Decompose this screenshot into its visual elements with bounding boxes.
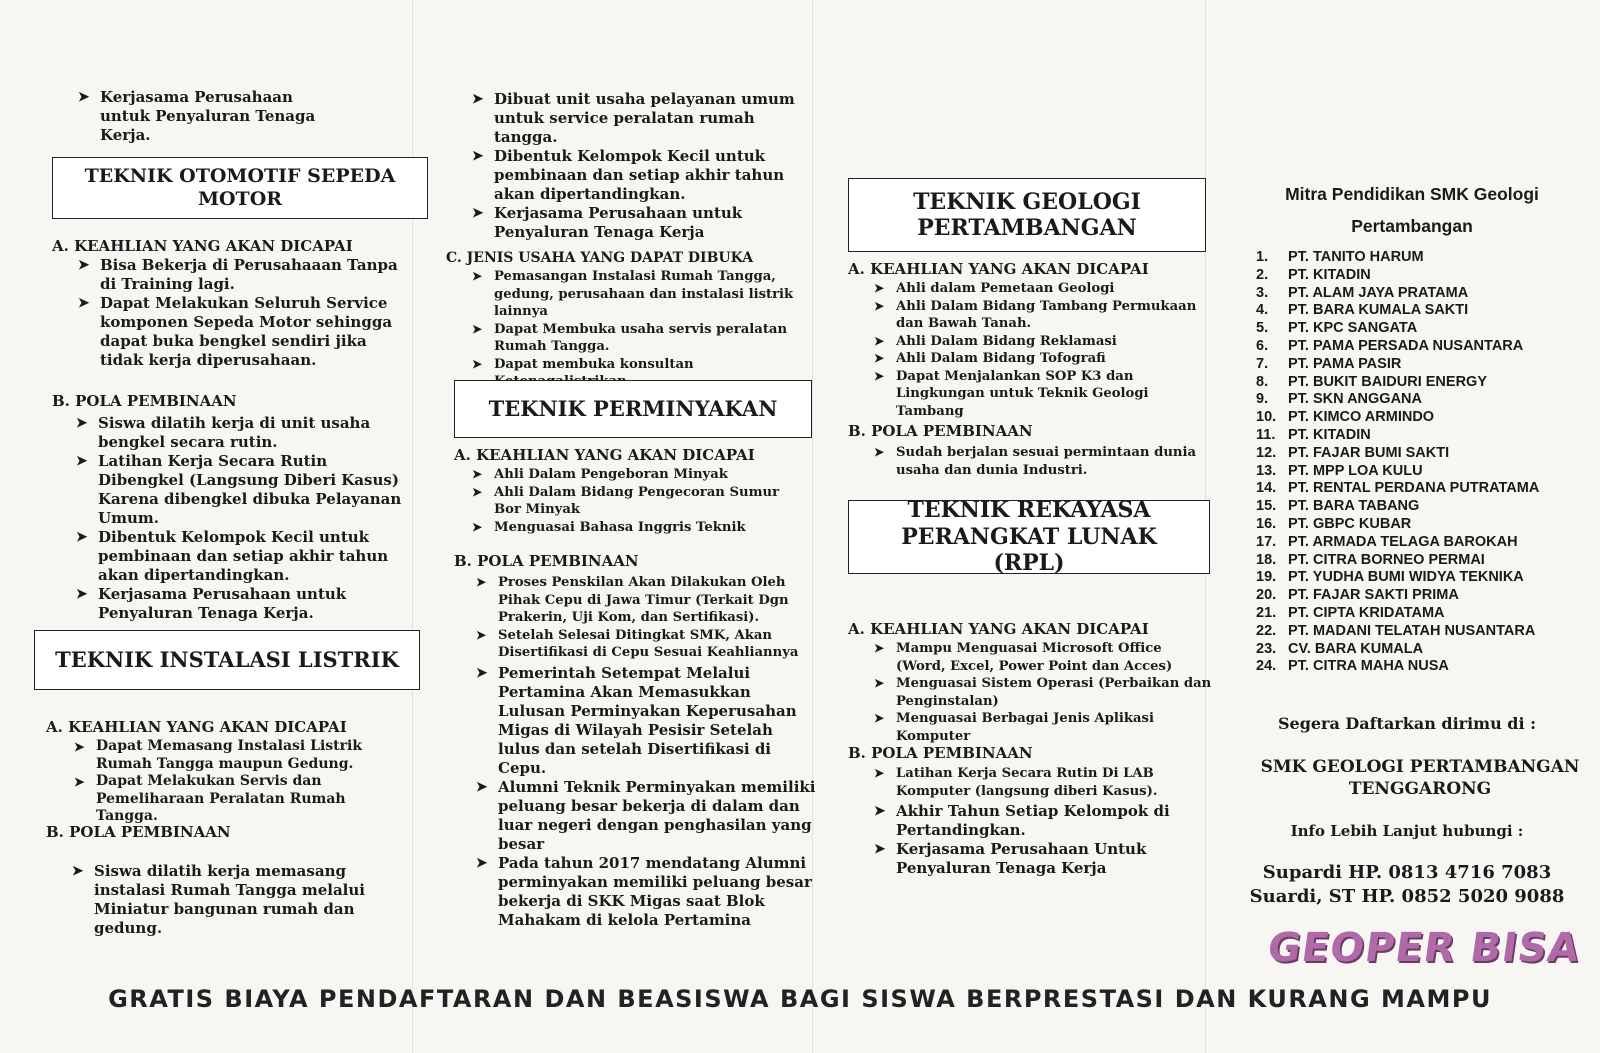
list-item: ➤ Kerjasama Perusahaan untuk Penyaluran Tenaga Kerja. [76,585,406,623]
perminyakan-pola-list-2 [476,664,816,930]
partner-item [1256,534,1539,552]
list-item: ➤ Pemerintah Setempat Melalui Pertamina Akan Memasukkan Lulusan Perminyakan Keperusahan Migas di Wilayah Pesisir Setelah lulus dan setelah Disertifikasi di Cepu. [476,664,816,778]
heading-keahlian-rpl: A. KEAHLIAN YANG AKAN DICAPAI [848,620,1149,638]
partner-item [1256,658,1539,676]
partner-item [1256,605,1539,623]
partner-name: PT. PAMA PASIR [1288,355,1402,372]
list-item: ➤ Sudah berjalan sesuai permintaan dunia usaha dan dunia Industri. [874,444,1204,479]
partner-name: PT. BUKIT BAIDURI ENERGY [1288,373,1487,390]
perminyakan-pola-list [476,574,816,662]
partner-name: PT. KITADIN [1288,266,1371,283]
partner-name: PT. YUDHA BUMI WIDYA TEKNIKA [1288,569,1524,586]
list-item: ➤ Kerjasama Perusahaan untuk Penyaluran Tenaga Kerja [472,204,812,242]
partner-item [1256,267,1539,285]
list-item: ➤ Ahli Dalam Bidang Reklamasi [874,333,1214,351]
geologi-pola-list [874,444,1204,479]
partner-item [1256,409,1539,427]
partner-number: 23. [1256,640,1277,657]
partner-number: 24. [1256,658,1277,675]
partner-number: 6. [1256,337,1269,354]
col2-top-list [472,90,812,242]
partner-item [1256,623,1539,641]
list-item: ➤ Latihan Kerja Secara Rutin Di LAB Komputer (langsung diberi Kasus). [874,765,1204,800]
partner-item [1256,480,1539,498]
list-item: ➤ Dapat Memasang Instalasi Listrik Rumah Tangga maupun Gedung. [74,738,404,773]
heading-pola-geologi: B. POLA PEMBINAAN [848,422,1033,440]
partner-name: PT. CITRA BORNEO PERMAI [1288,551,1485,568]
mitra-title: Mitra Pendidikan SMK Geologi Pertambangan [1285,184,1539,236]
jenis-usaha-list [472,268,812,391]
partner-name: PT. TANITO HARUM [1288,249,1424,265]
partner-number: 7. [1256,355,1269,372]
section-title-geologi: TEKNIK GEOLOGI PERTAMBANGAN [848,178,1206,252]
partner-name: PT. KIMCO ARMINDO [1288,409,1435,426]
partner-number: 20. [1256,587,1277,604]
partner-number: 15. [1256,498,1277,515]
geologi-keahlian-list [874,280,1214,420]
list-item: ➤ Dapat Membuka usaha servis peralatan Rumah Tangga. [472,321,812,356]
list-item: ➤ Alumni Teknik Perminyakan memiliki peluang besar bekerja di dalam dan luar negeri dengan penghasilan yang besar [476,778,816,854]
partner-name: PT. CIPTA KRIDATAMA [1288,604,1445,621]
list-item: ➤ Proses Penskilan Akan Dilakukan Oleh Pihak Cepu di Jawa Timur (Terkait Dgn Prakerin, Uji Kom, dan Sertifikasi). [476,574,816,627]
list-item: ➤ Dibuat unit usaha pelayanan umum untuk service peralatan rumah tangga. [472,90,812,147]
section-title-perminyakan: TEKNIK PERMINYAKAN [454,380,812,438]
heading-keahlian-listrik: A. KEAHLIAN YANG AKAN DICAPAI [46,718,347,736]
partner-number: 1. [1256,249,1269,265]
partner-number: 9. [1256,391,1269,408]
heading-keahlian-otomotif: A. KEAHLIAN YANG AKAN DICAPAI [52,237,353,255]
heading-pola-rpl: B. POLA PEMBINAAN [848,744,1033,762]
list-item: ➤ Dibentuk Kelompok Kecil untuk pembinaan dan setiap akhir tahun akan dipertandingkan. [472,147,812,204]
list-item: ➤ Dapat Menjalankan SOP K3 dan Lingkungan untuk Teknik Geologi Tambang [874,368,1214,421]
rpl-pola-list-1 [874,765,1204,800]
partner-item [1256,552,1539,570]
partner-item [1256,569,1539,587]
partner-number: 4. [1256,302,1269,319]
info-label: Info Lebih Lanjut hubungi : [1290,822,1524,840]
geoper-bisa-stamp: GEOPER BISA [1264,925,1583,971]
list-item: ➤ Pada tahun 2017 mendatang Alumni perminyakan memiliki peluang besar bekerja di SKK Migas saat Blok Mahakam di kelola Pertamina [476,854,816,930]
partner-name: PT. BARA TABANG [1288,498,1420,515]
partner-name: PT. MADANI TELATAH NUSANTARA [1288,622,1536,639]
partner-number: 19. [1256,569,1277,586]
partner-name: PT. ALAM JAYA PRATAMA [1288,284,1469,301]
partner-item [1256,445,1539,463]
heading-pola-otomotif: B. POLA PEMBINAAN [52,392,237,410]
partner-number: 18. [1256,551,1277,568]
list-item: ➤ Kerjasama Perusahaan untuk Penyaluran Tenaga Kerja. [78,88,338,145]
school-name: SMK GEOLOGI PERTAMBANGAN TENGGARONG [1260,757,1580,799]
partner-name: PT. KPC SANGATA [1288,320,1418,337]
list-item: ➤ Siswa dilatih kerja di unit usaha bengkel secara rutin. [76,414,406,452]
partner-name: PT. RENTAL PERDANA PUTRATAMA [1288,480,1540,497]
partner-item [1256,516,1539,534]
partner-number: 13. [1256,462,1277,479]
list-item: ➤ Ahli Dalam Bidang Pengecoran Sumur Bor Minyak [472,484,802,519]
partner-name: CV. BARA KUMALA [1288,640,1424,657]
list-item: ➤ Dapat membuka konsultan [472,356,812,391]
heading-keahlian-perminyakan: A. KEAHLIAN YANG AKAN DICAPAI [454,446,755,464]
partner-number: 14. [1256,480,1277,497]
partner-number: 16. [1256,515,1277,532]
partner-item [1256,285,1539,303]
partner-list [1256,249,1539,676]
partner-number: 11. [1256,426,1276,443]
register-label: Segera Daftarkan dirimu di : [1277,714,1537,733]
partner-name: PT. KITADIN [1288,426,1371,443]
partner-item [1256,641,1539,659]
perminyakan-keahlian-list [472,466,802,536]
section-title-otomotif: TEKNIK OTOMOTIF SEPEDA MOTOR [52,157,428,219]
list-item: ➤ Menguasai Bahasa Inggris Teknik [472,519,802,537]
partner-name: PT. BARA KUMALA SAKTI [1288,302,1469,319]
list-item: ➤ Dapat Melakukan Seluruh Service komponen Sepeda Motor sehingga dapat buka bengkel sendiri jika tidak kerja diperusahaan. [78,294,408,370]
heading-pola-perminyakan: B. POLA PEMBINAAN [454,552,639,570]
list-item: ➤ Ahli Dalam Pengeboran Minyak [472,466,802,484]
section-title-listrik: TEKNIK INSTALASI LISTRIK [34,630,420,690]
partner-item [1256,338,1539,356]
partner-name: PT. CITRA MAHA NUSA [1288,658,1449,675]
partner-number: 3. [1256,284,1269,301]
listrik-pola-list [72,862,402,938]
partner-name: PT. MPP LOA KULU [1288,462,1423,479]
partner-item [1256,302,1539,320]
footer-banner: GRATIS BIAYA PENDAFTARAN DAN BEASISWA BAGI SISWA BERPRESTASI DAN KURANG MAMPU [108,985,1492,1013]
list-item: ➤ Latihan Kerja Secara Rutin Dibengkel (Langsung Diberi Kasus) Karena dibengkel dibuka Pelayanan Umum. [76,452,406,528]
list-item: ➤ Bisa Bekerja di Perusahaaan Tanpa di Training lagi. [78,256,408,294]
list-item: ➤ Ahli dalam Pemetaan Geologi [874,280,1214,298]
heading-pola-listrik: B. POLA PEMBINAAN [46,823,231,841]
section-title-rpl: TEKNIK REKAYASA PERANGKAT LUNAK (RPL) [848,500,1210,574]
partner-item [1256,498,1539,516]
listrik-keahlian-list [74,738,404,826]
list-item: ➤ Akhir Tahun Setiap Kelompok di Pertandingkan. [874,802,1204,840]
otomotif-keahlian-list [78,256,408,370]
heading-keahlian-geologi: A. KEAHLIAN YANG AKAN DICAPAI [848,260,1149,278]
list-item: ➤ Mampu Menguasai Microsoft Office (Word, Excel, Power Point dan Acces) [874,640,1214,675]
partner-name: PT. ARMADA TELAGA BAROKAH [1288,533,1518,550]
partner-number: 22. [1256,622,1277,639]
partner-number: 17. [1256,533,1277,550]
col1-top-list [78,88,338,145]
rpl-keahlian-list [874,640,1214,745]
partner-number: 8. [1256,373,1269,390]
list-item: ➤ Kerjasama Perusahaan Untuk Penyaluran Tenaga Kerja [874,840,1204,878]
contact-supardi: Supardi HP. 0813 4716 7083 [1262,862,1552,883]
partner-number: 10. [1256,409,1277,426]
partner-name: PT. FAJAR SAKTI PRIMA [1288,587,1459,604]
partner-name: PT. PAMA PERSADA NUSANTARA [1288,337,1524,354]
partner-name: PT. FAJAR BUMI SAKTI [1288,444,1450,461]
otomotif-pola-list [76,414,406,623]
list-item: ➤ Dibentuk Kelompok Kecil untuk pembinaan dan setiap akhir tahun akan dipertandingkan. [76,528,406,585]
partner-item [1256,356,1539,374]
partner-item [1256,374,1539,392]
partner-number: 21. [1256,604,1277,621]
rpl-pola-list-2 [874,802,1204,878]
partner-item [1256,463,1539,481]
partner-name: PT. SKN ANGGANA [1288,391,1422,408]
list-item: ➤ Ahli Dalam Bidang Tofografi [874,350,1214,368]
list-item: ➤ Pemasangan Instalasi Rumah Tangga, gedung, perusahaan dan instalasi listrik lainnya [472,268,812,321]
list-item: ➤ Menguasai Berbagai Jenis Aplikasi Komputer [874,710,1214,745]
partner-item [1256,391,1539,409]
list-item: ➤ Menguasai Sistem Operasi (Perbaikan dan Penginstalan) [874,675,1214,710]
partner-item [1256,320,1539,338]
list-item: ➤ Ahli Dalam Bidang Tambang Permukaan dan Bawah Tanah. [874,298,1214,333]
partner-number: 2. [1256,266,1269,283]
list-item: ➤ Dapat Melakukan Servis dan Pemeliharaan Peralatan Rumah Tangga. [74,773,404,826]
partner-number: 12. [1256,444,1277,461]
partner-item [1256,427,1539,445]
contact-suardi: Suardi, ST HP. 0852 5020 9088 [1249,886,1565,907]
list-item: ➤ Setelah Selesai Ditingkat SMK, Akan Disertifikasi di Cepu Sesuai Keahliannya [476,627,816,662]
list-item: ➤ Siswa dilatih kerja memasang instalasi Rumah Tangga melalui Miniatur bangunan rumah dan gedung. [72,862,402,938]
partner-number: 5. [1256,320,1269,337]
heading-jenis-usaha: C. JENIS USAHA YANG DAPAT DIBUKA [446,250,754,266]
partner-item [1256,587,1539,605]
partner-item [1256,249,1539,267]
partner-name: PT. GBPC KUBAR [1288,515,1412,532]
